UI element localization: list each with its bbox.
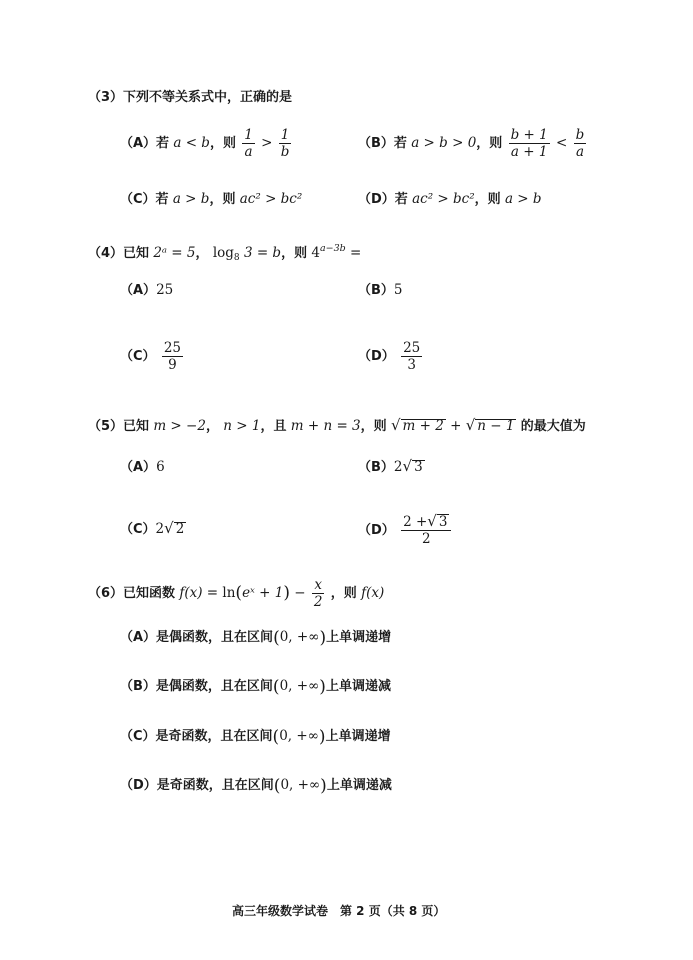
sqrt: √ 3 (402, 457, 423, 475)
sqrt: √ m + 2 (390, 416, 444, 434)
q3-option-b: （B）若 a > b > 0，则 $\frac{b + 1}{a + 1}$ < $\frac{b}{a}$ (358, 127, 585, 161)
fraction: $\frac{b}{a}$ (575, 127, 585, 161)
fraction: $\frac{b + 1}{a + 1}$ (510, 127, 548, 161)
q5-option-d: （D） 2 + √ 3 2 (358, 514, 453, 547)
fraction: 2 + √ 3 2 (401, 514, 451, 547)
q6-option-d: （D）是奇函数，且在区间(0, +∞)上单调递减 (120, 776, 392, 796)
q4-stem: （4）已知 2ᵃ = 5， $\log_8 3 = b$，则 $4^{a-3b}$ = (88, 243, 362, 263)
q5-option-c: （C）2 √ 2 (120, 519, 185, 537)
q5-stem: （5）已知 m > −2， n > 1，且 m + n = 3，则 √ m + 2 + √ n − 1 的最大值为 (88, 416, 586, 434)
q4-option-d: （D） $\frac{25}{3}$ (358, 340, 421, 374)
fraction: $\frac{25}{9}$ (163, 340, 182, 374)
fraction: $\frac{x}{2}$ (313, 577, 323, 611)
fraction: $\frac{25}{3}$ (403, 340, 421, 374)
sqrt: √ 3 (427, 512, 448, 531)
q6-option-b: （B）是偶函数，且在区间(0, +∞)上单调递减 (120, 677, 391, 697)
q6-stem: （6）已知函数 f(x) = ln(eˣ + 1) − $\frac{x}{2}$ ，则 f(x) (88, 577, 385, 611)
q5-option-b: （B）2 √ 3 (358, 457, 423, 475)
q3-option-a: （A）若 a < b，则 $\frac{1}{a}$ > $\frac{1}{b}$ (120, 127, 290, 161)
fraction: $\frac{1}{a}$ (244, 127, 253, 161)
q6-option-c: （C）是奇函数，且在区间(0, +∞)上单调递增 (120, 727, 391, 747)
q3-option-d: （D）若 ac² > bc²，则 a > b (358, 191, 542, 207)
q4-option-c: （C） $\frac{25}{9}$ (120, 340, 182, 374)
q3-stem: （3）下列不等关系式中，正确的是 (88, 90, 293, 105)
q5-option-a: （A）6 (120, 459, 165, 475)
q3-option-c: （C）若 a > b，则 ac² > bc² (120, 191, 303, 207)
sqrt: √ 2 (164, 519, 185, 537)
fraction: $\frac{1}{b}$ (280, 127, 290, 161)
q4-option-a: （A）25 (120, 282, 174, 298)
sqrt: √ n − 1 (465, 416, 515, 434)
page-footer: 高三年级数学试卷 第 2 页（共 8 页） (232, 904, 446, 918)
q6-option-a: （A）是偶函数，且在区间(0, +∞)上单调递增 (120, 628, 392, 648)
q4-option-b: （B）5 (358, 282, 403, 298)
